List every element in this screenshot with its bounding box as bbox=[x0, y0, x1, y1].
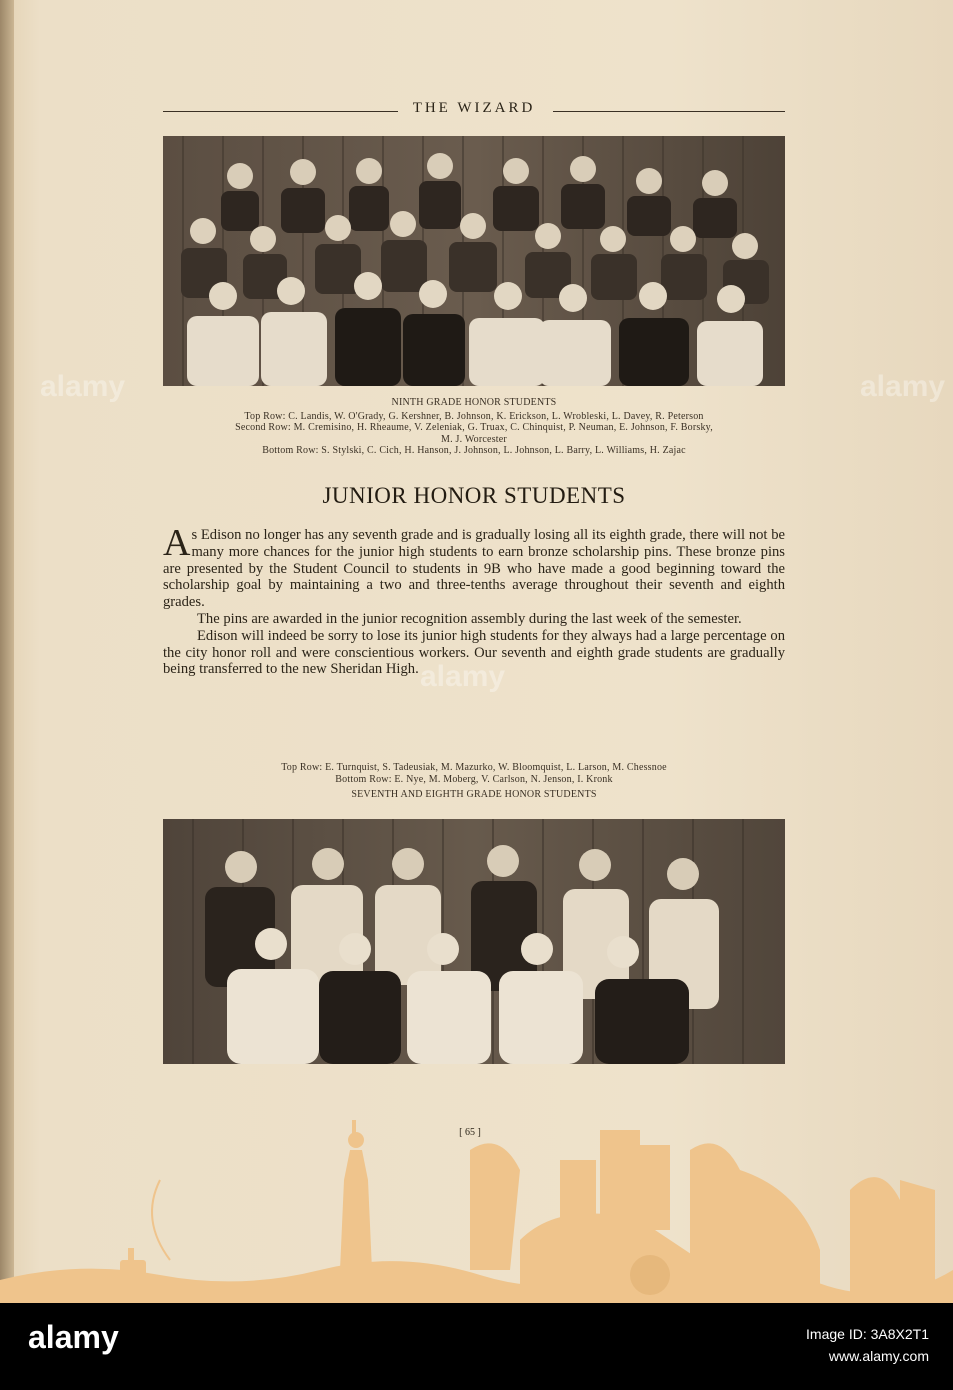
stock-watermark: alamy bbox=[860, 370, 946, 403]
car-ornament bbox=[520, 1213, 700, 1295]
seventh-eighth-grade-photo bbox=[163, 819, 785, 1064]
junior-top-row: Top Row: E. Turnquist, S. Tadeusiak, M. Mazurko, W. Bloomquist, L. Larson, M. Chessnoe bbox=[281, 762, 667, 773]
curl-ornament bbox=[152, 1180, 170, 1260]
junior-caption bbox=[150, 762, 798, 801]
stock-info bbox=[806, 1323, 929, 1367]
book-spine-edge bbox=[0, 0, 14, 1303]
article-body bbox=[163, 522, 785, 678]
ninth-grade-caption-title: NINTH GRADE HONOR STUDENTS bbox=[391, 397, 557, 408]
running-header bbox=[163, 100, 785, 122]
footer-ornament bbox=[0, 1110, 953, 1305]
drop-cap: A bbox=[163, 522, 191, 564]
stock-watermark: alamy bbox=[420, 660, 506, 693]
ninth-grade-second-row: Second Row: M. Cremisino, H. Rheaume, V. Zeleniak, G. Truax, C. Chinquist, P. Neuman, E. Johnson, F. Borsky, bbox=[235, 422, 713, 433]
seventh-eighth-grade-photo-image bbox=[163, 819, 785, 1064]
stock-image-id: Image ID: 3A8X2T1 bbox=[806, 1326, 929, 1342]
golfer-ornament bbox=[470, 1143, 520, 1270]
junior-caption-title: SEVENTH AND EIGHTH GRADE HONOR STUDENTS bbox=[351, 789, 597, 800]
ship-ornament bbox=[120, 1260, 146, 1280]
ninth-grade-top-row: Top Row: C. Landis, W. O'Grady, G. Kershner, B. Johnson, K. Erickson, L. Wrobleski, L. Davey, R. Peterson bbox=[244, 410, 704, 422]
header-rule-right bbox=[553, 111, 785, 112]
article-paragraph-3: Edison will indeed be sorry to lose its junior high students for they always had a large percentage on the city honor roll and were conscientious workers. Our seventh and eighth grade students are gradually being transferred to the new Sheridan High. bbox=[163, 627, 785, 678]
couple-ornament bbox=[690, 1143, 740, 1295]
ninth-grade-photo bbox=[163, 136, 785, 386]
ninth-grade-second-row-cont: M. J. Worcester bbox=[441, 433, 507, 445]
ninth-grade-bottom-row: Bottom Row: S. Stylski, C. Cich, H. Hanson, J. Johnson, L. Johnson, L. Barry, L. Williams, H. Zajac bbox=[262, 445, 686, 456]
running-title: THE WIZARD bbox=[412, 100, 536, 116]
stock-logo: alamy bbox=[28, 1319, 119, 1355]
junior-bottom-row: Bottom Row: E. Nye, M. Moberg, V. Carlson, N. Jenson, I. Kronk bbox=[335, 773, 613, 785]
article-heading: JUNIOR HONOR STUDENTS bbox=[322, 483, 626, 508]
statue-ornament bbox=[340, 1150, 372, 1270]
article-paragraph-1-text: s Edison no longer has any seventh grade and is gradually losing all its eighth grade, there will not be many more chances for the junior high students to earn bronze scholarship pins. These bronze pins are presented by the Student Council to students in 9B who have made a good beginning toward the scholarship goal by maintaining a two and three-tenths average throughout their seventh and eighth grades. bbox=[163, 527, 785, 611]
stock-site-link[interactable]: www.alamy.com bbox=[828, 1348, 929, 1364]
stock-watermark: alamy bbox=[40, 370, 126, 403]
article-paragraph-1 bbox=[163, 522, 785, 611]
ninth-grade-caption bbox=[150, 397, 798, 457]
article-paragraph-2: The pins are awarded in the junior recognition assembly during the last week of the semester. bbox=[197, 610, 742, 627]
page-number: [ 65 ] bbox=[459, 1127, 481, 1138]
ninth-grade-photo-image bbox=[163, 136, 785, 386]
